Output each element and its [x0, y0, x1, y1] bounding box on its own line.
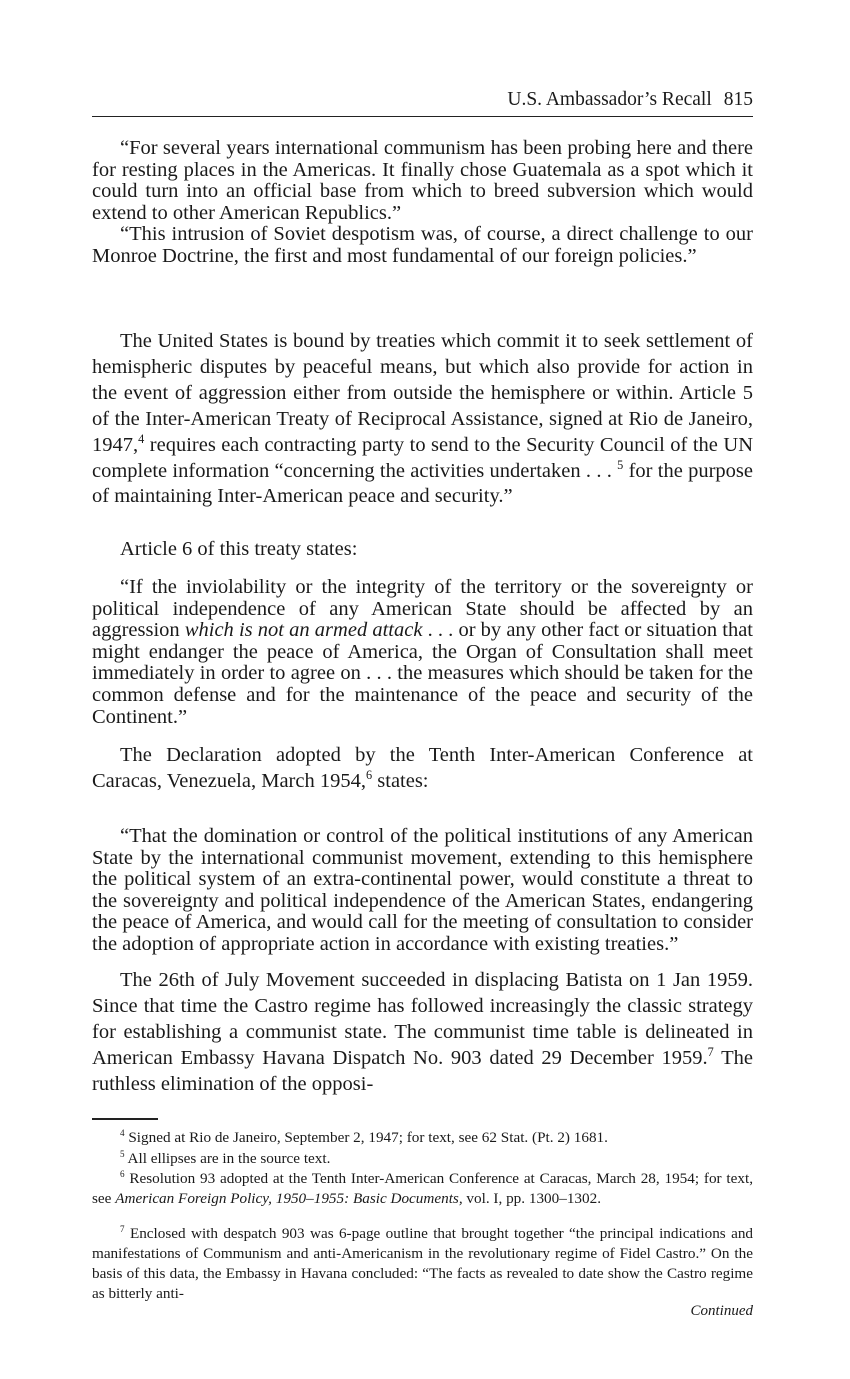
- footnote-6-text-b: vol. I, pp. 1300–1302.: [462, 1190, 601, 1207]
- footnote-ref-4[interactable]: 4: [138, 431, 145, 446]
- body-paragraph-1: [92, 329, 753, 510]
- footnote-6-italic: American Foreign Policy, 1950–1955: Basic Documents,: [115, 1190, 463, 1207]
- quote-2-text-a: “If the inviolability or the integrity of the territory or the sovereignty or political independence of any American State should be affected by an aggression: [92, 576, 753, 642]
- body-paragraph-3: [92, 743, 753, 795]
- footnote-5-number: 5: [120, 1149, 125, 1160]
- footnote-7-text: Enclosed with despatch 903 was 6-page outline that brought together “the principal indications and manifestations of Communism and anti-Americanism in the revolutionary regime of Fidel Castro.” On the basis of this data, the Embassy in Havana concluded: “The facts as revealed to date show the Castro regime as bitterly anti-: [92, 1225, 754, 1302]
- para-4-text-b: The ruthless elimination of the opposi-: [92, 1046, 753, 1095]
- block-quote-2: [92, 577, 753, 728]
- quote-1-paragraph-1: “For several years international communism has been probing here and there for resting places in the Americas. It finally chose Guatemala as a spot which it could turn into an official base from which to breed subversion which would extend to other American Republics.”: [92, 137, 753, 224]
- block-quote-1: [92, 138, 753, 268]
- para-1-text-a: The United States is bound by treaties which commit it to seek settlement of hemispheric disputes by peaceful means, but which also provide for action in the event of aggression either from outside the hemisphere or within. Article 5 of the Inter-American Treaty of Reciprocal Assistance, signed at Rio de Janeiro, 1947,: [92, 330, 753, 456]
- footnote-4: [92, 1128, 753, 1148]
- footnote-ref-5[interactable]: 5: [617, 457, 624, 472]
- quote-1-paragraph-2: “This intrusion of Soviet despotism was, of course, a direct challenge to our Monroe Doctrine, the first and most fundamental of our foreign policies.”: [92, 223, 753, 267]
- para-1-text-c: for the purpose of maintaining Inter-American peace and security.”: [92, 459, 753, 508]
- running-header: [92, 88, 753, 117]
- quote-2-paragraph: [92, 577, 753, 728]
- footnote-6-number: 6: [120, 1169, 125, 1180]
- quote-3-paragraph: “That the domination or control of the political institutions of any American State by the international communist movement, extending to this hemisphere the political system of an extra-continental power, would constitute a threat to the sovereignty and political independence of the American States, endangering the peace of America, and would call for the meeting of consultation to consider the adoption of appropriate action in accordance with existing treaties.”: [92, 825, 753, 955]
- footnote-divider: [92, 1118, 158, 1120]
- para-4-text-a: The 26th of July Movement succeeded in displacing Batista on 1 Jan 1959. Since that time the Castro regime has followed increasingly the classic strategy for establishing a communist state. The communist time table is delineated in American Embassy Havana Dispatch No. 903 dated 29 December 1959.: [92, 969, 753, 1069]
- para-3-text-b: states:: [372, 769, 429, 792]
- footnote-7-number: 7: [120, 1224, 125, 1235]
- footnote-ref-6[interactable]: 6: [365, 767, 373, 782]
- running-title: U.S. Ambassador’s Recall: [507, 89, 712, 110]
- footnote-ref-7[interactable]: 7: [707, 1044, 714, 1059]
- body-paragraph-2: Article 6 of this treaty states:: [120, 538, 358, 560]
- quote-2-italic: which is not an armed attack: [184, 619, 423, 642]
- footnote-6: [92, 1169, 753, 1209]
- footnote-5: [92, 1149, 753, 1169]
- footnote-7: [92, 1224, 753, 1304]
- continued-label: Continued: [690, 1303, 753, 1319]
- footnote-6-text-a: Resolution 93 adopted at the Tenth Inter-American Conference at Caracas, March 28, 1954; for text, see: [92, 1170, 753, 1207]
- para-1-text-b: requires each contracting party to send to the Security Council of the UN complete information “concerning the activities undertaken . . .: [92, 433, 753, 482]
- footnote-4-text: Signed at Rio de Janeiro, September 2, 1947; for text, see 62 Stat. (Pt. 2) 1681.: [128, 1129, 608, 1146]
- block-quote-3: [92, 826, 753, 956]
- para-3-text-a: The Declaration adopted by the Tenth Inter-American Conference at Caracas, Venezuela, March 1954,: [92, 744, 753, 792]
- quote-2-text-b: . . . or by any other fact or situation that might endanger the peace of America, the Organ of Consultation shall meet immediately in order to agree on . . . the measures which should be taken for the common defense and for the maintenance of the peace and security of the Continent.”: [92, 619, 753, 728]
- page-number: 815: [723, 89, 753, 110]
- body-paragraph-4: [92, 968, 753, 1098]
- footnote-4-number: 4: [120, 1128, 125, 1139]
- footnote-5-text: All ellipses are in the source text.: [127, 1150, 331, 1167]
